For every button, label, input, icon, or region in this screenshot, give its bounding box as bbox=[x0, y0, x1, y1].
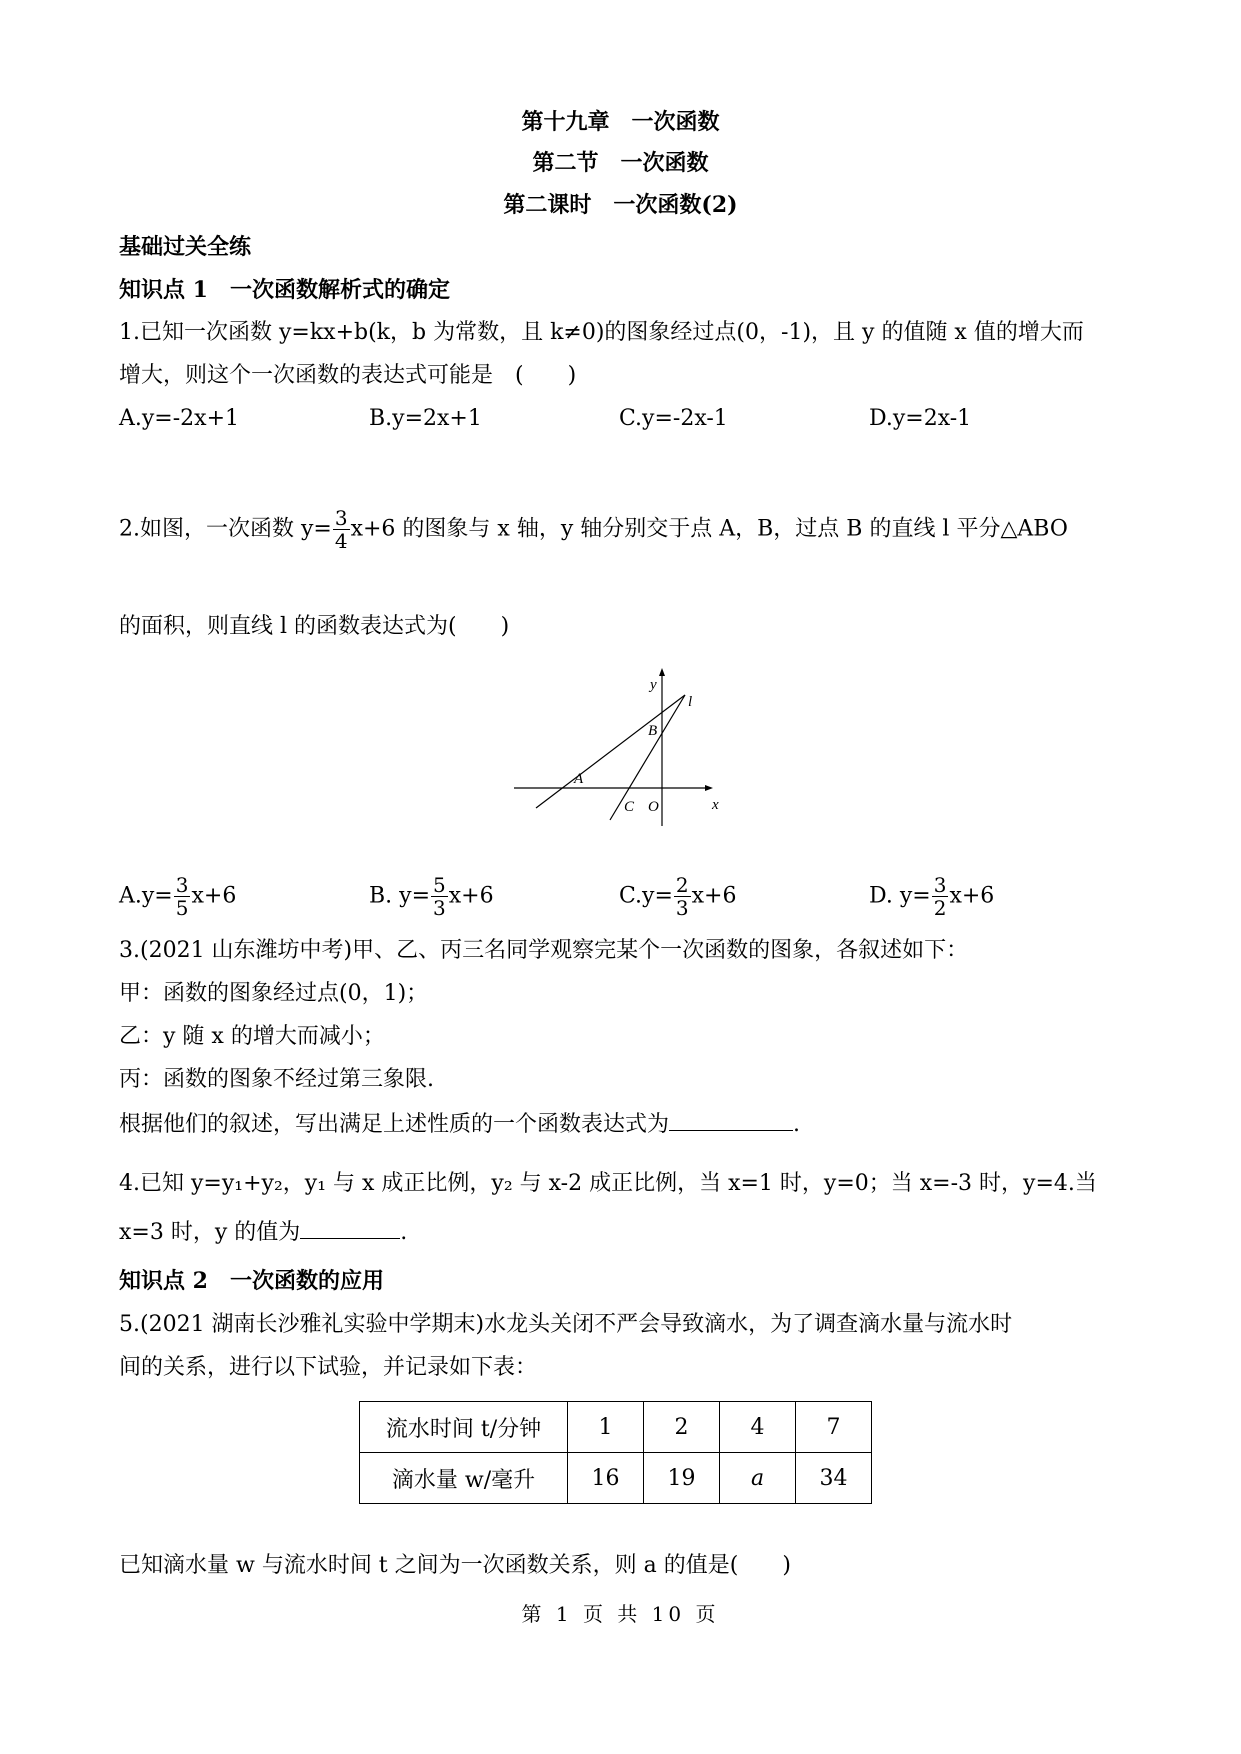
label-b: B bbox=[648, 723, 658, 739]
answer-blank-q4[interactable] bbox=[300, 1216, 400, 1239]
option-c-fraction bbox=[674, 874, 691, 919]
option-a-post: x+6 bbox=[191, 883, 237, 909]
knowledge-point-1: 知识点 1 一次函数解析式的确定 bbox=[119, 277, 450, 303]
option-b-den: 3 bbox=[433, 896, 446, 920]
option-d-pre: D. y= bbox=[869, 883, 931, 909]
question-3-line-1: 3.(2021 山东潍坊中考)甲、乙、丙三名同学观察完某个一次函数的图象，各叙述如下： bbox=[119, 938, 969, 963]
option-a-pre: A.y= bbox=[119, 883, 173, 909]
knowledge-point-2: 知识点 2 一次函数的应用 bbox=[119, 1268, 384, 1294]
label-x: x bbox=[712, 797, 719, 813]
table-header-cell: 流水时间 t/分钟 bbox=[360, 1402, 568, 1453]
question-3-line-5-text: 根据他们的叙述，写出满足上述性质的一个函数表达式为 bbox=[119, 1112, 670, 1137]
data-table bbox=[359, 1401, 872, 1504]
label-y: y bbox=[650, 677, 657, 693]
label-l: l bbox=[688, 694, 693, 710]
section-title: 第二节 一次函数 bbox=[532, 150, 709, 176]
option-d-den: 2 bbox=[933, 896, 947, 920]
question-2-option-d bbox=[869, 874, 994, 919]
table-cell: 1 bbox=[568, 1402, 644, 1453]
table-header-cell: 滴水量 w/毫升 bbox=[360, 1453, 568, 1504]
option-b-pre: B. y= bbox=[369, 883, 431, 909]
question-2-option-b bbox=[369, 874, 494, 919]
question-5-line-3: 已知滴水量 w 与流水时间 t 之间为一次函数关系，则 a 的值是( ) bbox=[119, 1553, 791, 1578]
question-1-option-d: D.y=2x-1 bbox=[869, 406, 972, 431]
option-b-fraction bbox=[431, 874, 448, 919]
option-c-pre: C.y= bbox=[619, 883, 673, 909]
option-d-post: x+6 bbox=[949, 883, 995, 909]
question-2-option-c bbox=[619, 874, 736, 919]
option-a-den: 5 bbox=[175, 896, 189, 920]
table-cell: a bbox=[720, 1453, 796, 1504]
question-2-text-post: x+6 的图象与 x 轴，y 轴分别交于点 A，B，过点 B 的直线 l 平分△ABO bbox=[350, 516, 1068, 542]
y-axis-arrow bbox=[659, 668, 665, 676]
label-o: O bbox=[648, 799, 659, 815]
question-4-line-2-end: . bbox=[400, 1220, 408, 1245]
table-cell: 19 bbox=[644, 1453, 720, 1504]
question-3-line-3: 乙：y 随 x 的增大而减小； bbox=[119, 1024, 385, 1049]
question-1-option-b: B.y=2x+1 bbox=[369, 406, 482, 431]
question-2-figure bbox=[510, 660, 730, 830]
table-cell: 2 bbox=[644, 1402, 720, 1453]
lesson-title: 第二课时 一次函数(2) bbox=[503, 192, 738, 218]
option-c-num: 2 bbox=[675, 873, 689, 897]
question-1-option-a: A.y=-2x+1 bbox=[119, 406, 240, 431]
question-2-line-2: 的面积，则直线 l 的函数表达式为( ) bbox=[119, 614, 510, 639]
question-3-line-4: 丙：函数的图象不经过第三象限. bbox=[119, 1067, 434, 1092]
option-a-fraction bbox=[174, 874, 191, 919]
table-cell: 4 bbox=[720, 1402, 796, 1453]
question-2-fraction bbox=[333, 507, 350, 552]
question-1-option-c: C.y=-2x-1 bbox=[619, 406, 728, 431]
option-c-den: 3 bbox=[675, 896, 689, 920]
question-2-option-a bbox=[119, 874, 236, 919]
label-a: A bbox=[574, 771, 584, 787]
practice-heading: 基础过关全练 bbox=[119, 234, 252, 260]
question-1-line-2: 增大，则这个一次函数的表达式可能是 ( ) bbox=[119, 363, 577, 388]
chapter-title: 第十九章 一次函数 bbox=[521, 109, 720, 135]
line-ab bbox=[536, 695, 685, 808]
option-a-num: 3 bbox=[175, 873, 189, 897]
option-c-post: x+6 bbox=[691, 883, 737, 909]
table-cell: 16 bbox=[568, 1453, 644, 1504]
x-axis-arrow bbox=[705, 785, 713, 791]
option-d-num: 3 bbox=[933, 873, 947, 897]
question-2-line-1 bbox=[119, 507, 1068, 552]
table-row bbox=[360, 1402, 872, 1453]
label-c: C bbox=[624, 799, 635, 815]
question-5-line-1: 5.(2021 湖南长沙雅礼实验中学期末)水龙头关闭不严会导致滴水，为了调查滴水量与流水时 bbox=[119, 1312, 1013, 1337]
question-4-line-2-text: x=3 时，y 的值为 bbox=[119, 1220, 301, 1245]
question-2-text-pre: 2.如图，一次函数 y= bbox=[119, 516, 332, 542]
fraction-numerator: 3 bbox=[334, 506, 348, 530]
question-1-line-1: 1.已知一次函数 y=kx+b(k，b 为常数，且 k≠0)的图象经过点(0，-1)，且 y 的值随 x 值的增大而 bbox=[119, 320, 1084, 345]
page-footer: 第 1 页 共 10 页 bbox=[521, 1602, 720, 1626]
question-3-line-2: 甲：函数的图象经过点(0，1)； bbox=[119, 981, 429, 1006]
option-b-post: x+6 bbox=[448, 883, 494, 909]
fraction-denominator: 4 bbox=[334, 529, 348, 553]
option-b-num: 5 bbox=[433, 873, 446, 897]
table-cell: 34 bbox=[796, 1453, 872, 1504]
table-cell: 7 bbox=[796, 1402, 872, 1453]
question-4-line-1: 4.已知 y=y₁+y₂，y₁ 与 x 成正比例，y₂ 与 x-2 成正比例，当 x=1 时，y=0；当 x=-3 时，y=4.当 bbox=[119, 1171, 1097, 1196]
question-5-line-2: 间的关系，进行以下试验，并记录如下表： bbox=[119, 1355, 538, 1380]
answer-blank-q3[interactable] bbox=[669, 1108, 793, 1131]
table-row bbox=[360, 1453, 872, 1504]
option-d-fraction bbox=[932, 874, 949, 919]
question-3-line-5 bbox=[119, 1108, 800, 1140]
question-4-line-2 bbox=[119, 1216, 407, 1248]
question-3-line-5-end: . bbox=[793, 1112, 801, 1137]
